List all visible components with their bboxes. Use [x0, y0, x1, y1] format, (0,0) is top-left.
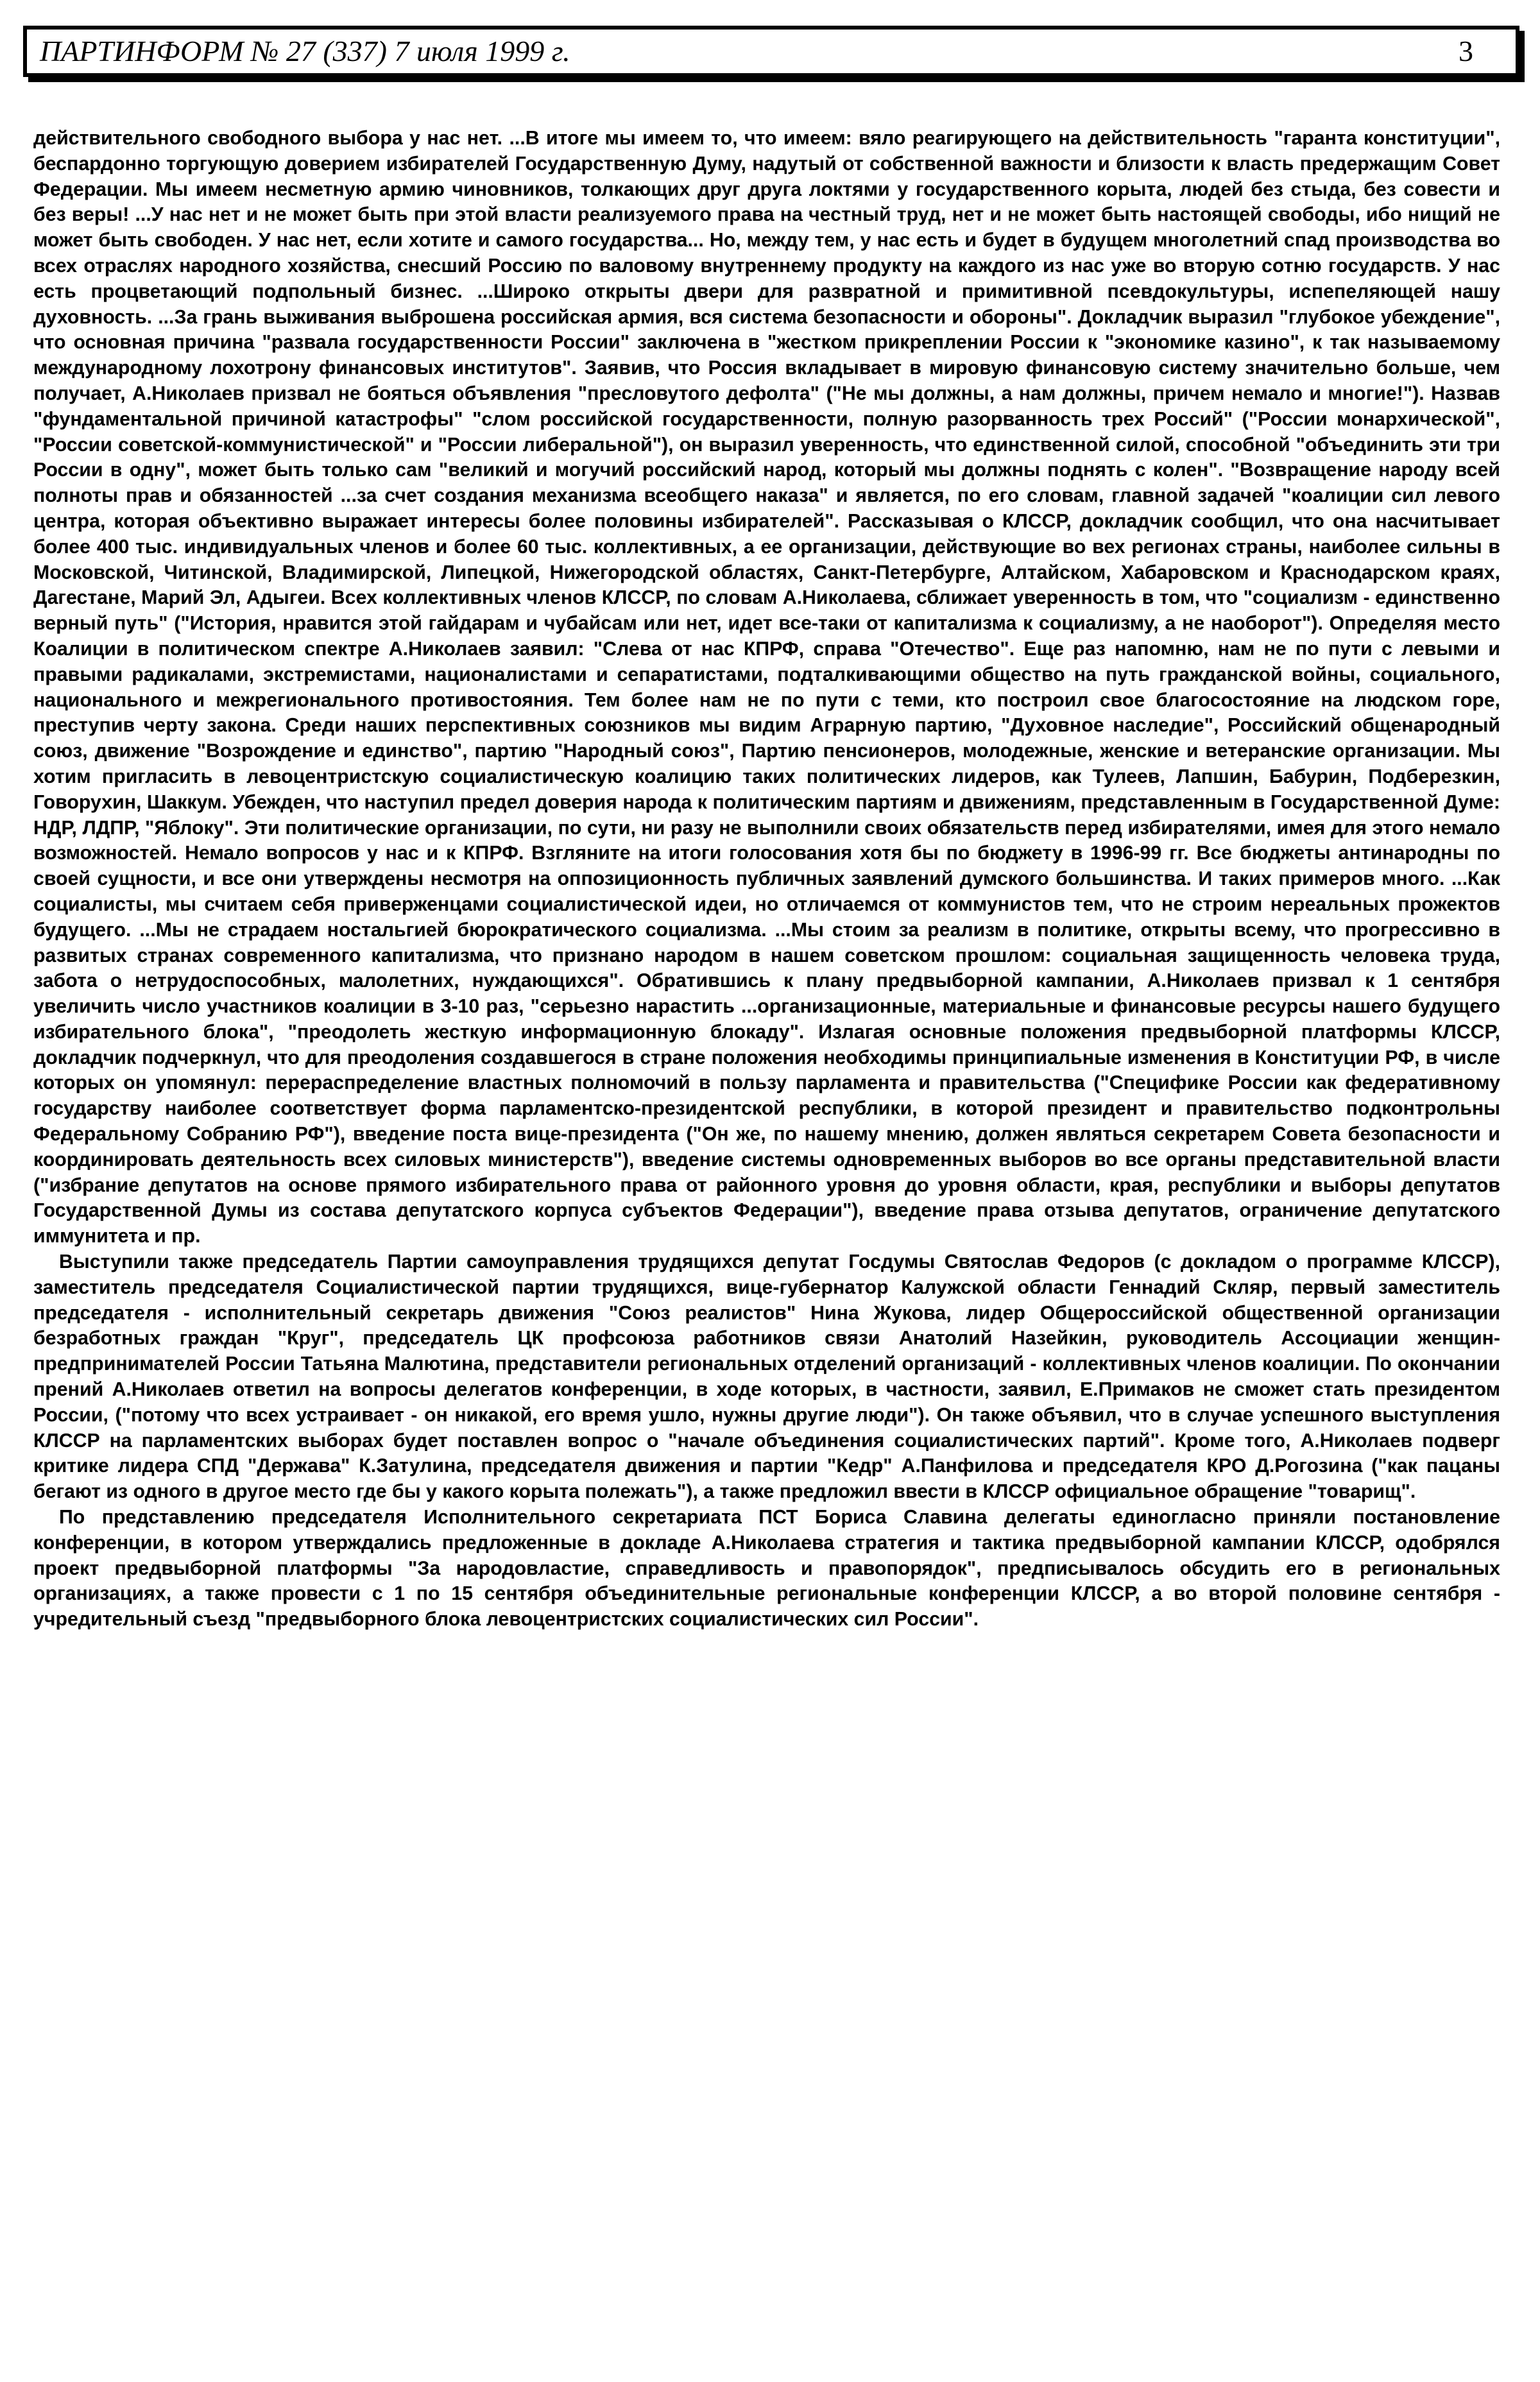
- article-paragraph: Выступили также председатель Партии самоуправления трудящихся депутат Госдумы Святослав Федоров (с докладом о программе КЛССР), заместитель председателя Социалистической партии трудящихся, вице-губернатор Калужской области Геннадий Скляр, первый заместитель председателя - исполнительный секретарь движения "Союз реалистов" Нина Жукова, лидер Общероссийской общественной организации безработных граждан "Круг", председатель ЦК профсоюза работников связи Анатолий Назейкин, руководитель Ассоциации женщин-предпринимателей России Татьяна Малютина, представители региональных отделений организаций - коллективных членов коалиции. По окончании прений А.Николаев ответил на вопросы делегатов конференции, в ходе которых, в частности, заявил, Е.Примаков не сможет стать президентом России, ("потому что всех устраивает - он никакой, его время ушло, нужны другие люди"). Он также объявил, что в случае успешного выступления КЛССР на парламентских выборах будет поставлен вопрос о "начале объединения социалистических партий". Кроме того, А.Николаев подверг критике лидера СПД "Держава" К.Затулина, председателя движения и партии "Кедр" А.Панфилова и председателя КРО Д.Рогозина ("как пацаны бегают из одного в другое место где бы у какого корыта полежать"), а также предложил ввести в КЛССР официальное обращение "товарищ".: [33, 1251, 1500, 1503]
- article-paragraph: По представлению председателя Исполнительного секретариата ПСТ Бориса Славина делегаты единогласно приняли постановление конференции, в котором утверждались предложенные в докладе А.Николаева стратегия и тактика предвыборной кампании КЛССР, одобрялся проект предвыборной платформы "За народовластие, справедливость и правопорядок", предписывалось обсудить его в региональных организациях, а также провести с 1 по 15 сентября объединительные региональные конференции КЛССР, а во второй половине сентября - учредительный съезд "предвыборного блока левоцентристских социалистических сил России".: [33, 1507, 1500, 1631]
- article-body: [33, 126, 1500, 1632]
- page-number: 3: [1459, 35, 1473, 67]
- newspaper-title: ПАРТИНФОРМ № 27 (337) 7 июля 1999 г.: [40, 35, 570, 67]
- page-header: [23, 26, 1519, 77]
- article-paragraph-continued: действительного свободного выбора у нас нет. ...В итоге мы имеем то, что имеем: вяло реагирующего на действительность "гаранта конституции", беспардонно торгующую доверием избирателей Государственную Думу, надутый от собственной важности и близости к власть предержащим Совет Федерации. Мы имеем несметную армию чиновников, толкающих друг друга локтями у государственного корыта, людей без стыда, без совести и без веры! ...У нас нет и не может быть при этой власти реализуемого права на честный труд, нет и не может быть настоящей свободы, ибо нищий не может быть свободен. У нас нет, если хотите и самого государства... Но, между тем, у нас есть и будет в будущем многолетний спад производства во всех отраслях народного хозяйства, снесший Россию по валовому внутреннему продукту на каждого из нас уже во вторую сотню государств. У нас есть процветающий подпольный бизнес. ...Широко открыты двери для развратной и примитивной псевдокультуры, испепеляющей нашу духовность. ...За грань выживания выброшена российская армия, вся система безопасности и обороны". Докладчик выразил "глубокое убеждение", что основная причина "развала государственности России" заключена в "жестком прикреплении России к "экономике казино", к так называемому международному лохотрону финансовых институтов". Заявив, что Россия вкладывает в мировую финансовую систему значительно больше, чем получает, А.Николаев призвал не бояться объявления "пресловутого дефолта" ("Не мы должны, а нам должны, причем немало и многие!"). Назвав "фундаментальной причиной катастрофы" "слом российской государственности, полную разорванность трех Россий" ("России монархической", "России советской-коммунистической" и "России либеральной"), он выразил уверенность, что единственной силой, способной "объединить эти три России в одну", может быть только сам "великий и могучий российский народ, который мы должны поднять с колен". "Возвращение народу всей полноты прав и обязанностей ...за счет создания механизма всеобщего наказа" и является, по его словам, главной задачей "коалиции сил левого центра, которая объективно выражает интересы более половины избирателей". Рассказывая о КЛССР, докладчик сообщил, что она насчитывает более 400 тыс. индивидуальных членов и более 60 тыс. коллективных, а ее организации, действующие во вех регионах страны, наиболее сильны в Московской, Читинской, Владимирской, Липецкой, Нижегородской областях, Санкт-Петербурге, Алтайском, Хабаровском и Краснодарском краях, Дагестане, Марий Эл, Адыгеи. Всех коллективных членов КЛССР, по словам А.Николаева, сближает уверенность в том, что "социализм - единственно верный путь" ("История, нравится этой гайдарам и чубайсам или нет, идет все-таки от капитализма к социализму, а не наоборот"). Определяя место Коалиции в политическом спектре А.Николаев заявил: "Слева от нас КПРФ, справа "Отечество". Еще раз напомню, нам не по пути с левыми и правыми радикалами, экстремистами, националистами и сепаратистами, подталкивающими общество на путь гражданской войны, социального, национального и межрегионального противостояния. Тем более нам не по пути с теми, кто построил свое благосостояние на людском горе, преступив черту закона. Среди наших перспективных союзников мы видим Аграрную партию, "Духовное наследие", Российский общенародный союз, движение "Возрождение и единство", партию "Народный союз", Партию пенсионеров, молодежные, женские и ветеранские организации. Мы хотим пригласить в левоцентристскую социалистическую коалицию таких политических лидеров, как Тулеев, Лапшин, Бабурин, Подберезкин, Говорухин, Шаккум. Убежден, что наступил предел доверия народа к политическим партиям и движениям, представленным в Государственной Думе: НДР, ЛДПР, "Яблоку". Эти политические организации, по сути, ни разу не выполнили своих обязательств перед избирателями, имея для этого немало возможностей. Немало вопросов у нас и к КПРФ. Взгляните на итоги голосования хотя бы по бюджету в 1996-99 гг. Все бюджеты антинародны по своей сущности, и все они утверждены несмотря на оппозиционность публичных заявлений думского большинства. И таких примеров много. ...Как социалисты, мы считаем себя приверженцами социалистической идеи, но отличаемся от коммунистов тем, что не строим нереальных прожектов будущего. ...Мы не страдаем ностальгией бюрократического социализма. ...Мы стоим за реализм в политике, открыты всему, что прогрессивно в развитых странах современного капитализма, что признано народом в нашем советском прошлом: социальная защищенность человека труда, забота о нетрудоспособных, малолетних, нуждающихся". Обратившись к плану предвыборной кампании, А.Николаев призвал к 1 сентября увеличить число участников коалиции в 3-10 раз, "серьезно нарастить ...организационные, материальные и финансовые ресурсы нашего будущего избирательного блока", "преодолеть жесткую информационную блокаду". Излагая основные положения предвыборной платформы КЛССР, докладчик подчеркнул, что для преодоления создавшегося в стране положения необходимы принципиальные изменения в Конституции РФ, в числе которых он упомянул: перераспределение властных полномочий в пользу парламента и правительства ("Специфике России как федеративному государству наиболее соответствует форма парламентско-президентской республики, в которой президент и правительство подконтрольны Федеральному Собранию РФ"), введение поста вице-президента ("Он же, по нашему мнению, должен являться секретарем Совета безопасности и координировать деятельность всех силовых министерств"), введение системы одновременных выборов во все органы представительной власти ("избрание депутатов на основе прямого избирательного права от районного уровня до уровня области, края, республики и выборы депутатов Государственной Думы из состава депутатского корпуса субъектов Федерации"), введение права отзыва депутатов, ограничение депутатского иммунитета и пр.: [33, 128, 1500, 1247]
